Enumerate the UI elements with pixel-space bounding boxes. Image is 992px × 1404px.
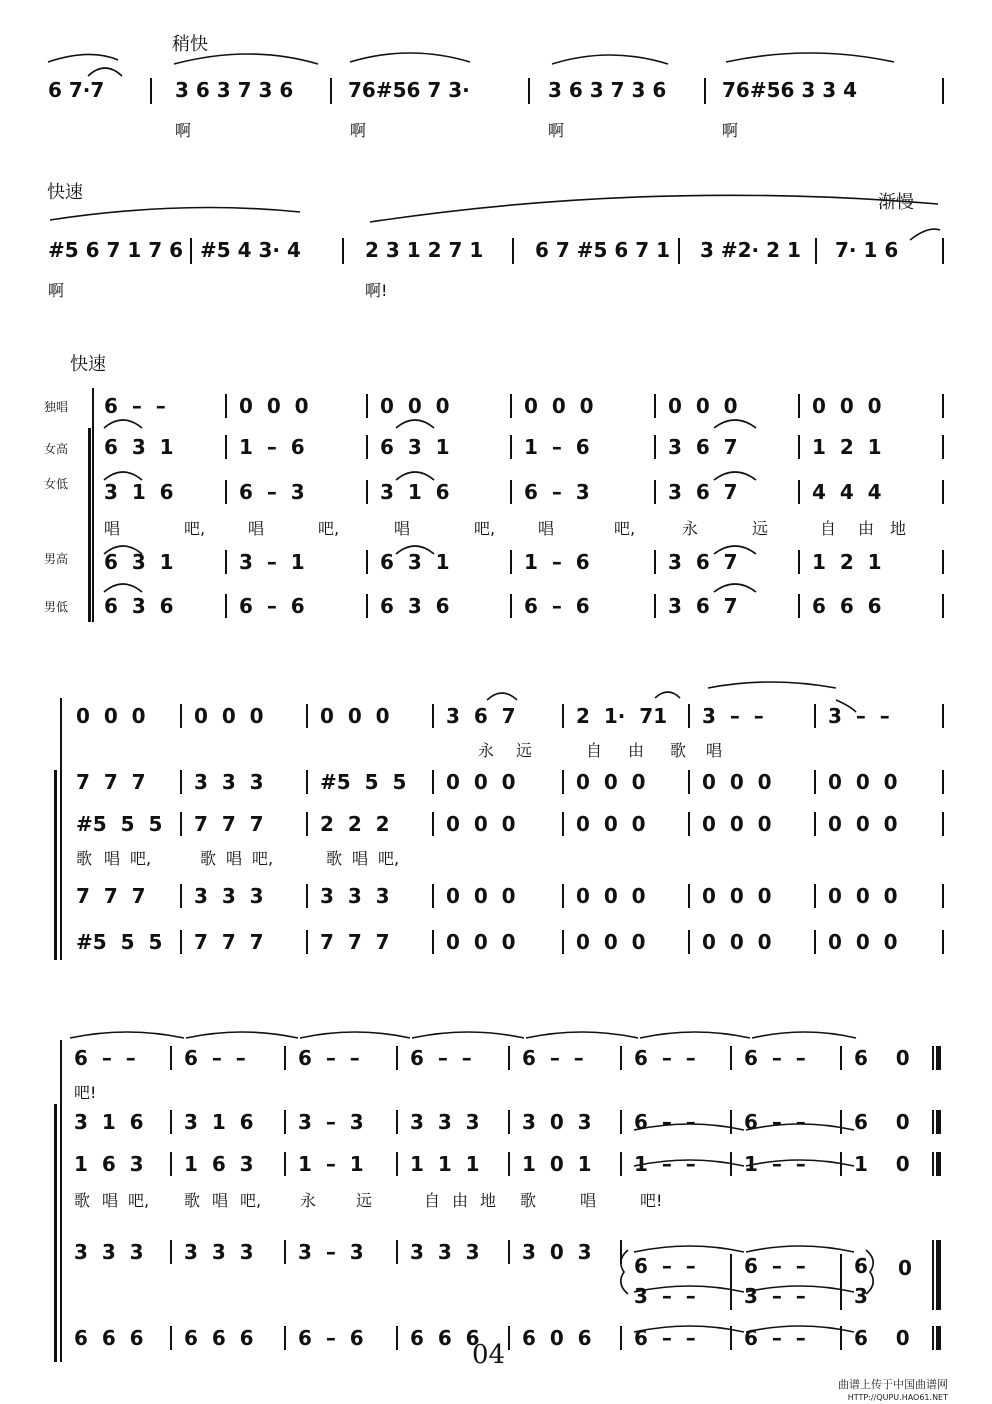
system5-soprano-measure: 6 – – bbox=[634, 1110, 696, 1134]
system3-soprano-measure: 1 2 1 bbox=[812, 435, 882, 459]
system4-soprano-measure: 0 0 0 bbox=[446, 770, 516, 794]
measure: 3 6 3 7 3 6 bbox=[175, 78, 294, 102]
system3-alto-measure: 4 4 4 bbox=[812, 480, 882, 504]
tempo-marking-kuai-su: 快速 bbox=[47, 182, 83, 203]
measure: 6 7·7 bbox=[48, 78, 105, 102]
system3-tenor-measure: 1 2 1 bbox=[812, 550, 882, 574]
lyric: 歌 bbox=[326, 849, 343, 868]
system5-soprano-measure: 6 – – bbox=[744, 1110, 806, 1134]
system4-alto-measure: #5 5 5 bbox=[76, 812, 163, 836]
system4-tenor-measure: 0 0 0 bbox=[828, 884, 898, 908]
system3-solo-measure: 0 0 0 bbox=[524, 394, 594, 418]
system3-bass-measure: 6 3 6 bbox=[104, 594, 174, 618]
lyric: 啊! bbox=[365, 281, 388, 300]
system3-solo-measure: 0 0 0 bbox=[812, 394, 882, 418]
system4-solo-measure: 3 – – bbox=[828, 704, 890, 728]
system3-bass-measure: 6 – 6 bbox=[524, 594, 590, 618]
system5-alto-measure: 1 0 1 bbox=[522, 1152, 592, 1176]
system3-bass-measure: 6 3 6 bbox=[380, 594, 450, 618]
system5-tenor-lower-measure: 3 – – bbox=[634, 1284, 696, 1308]
lyric: 唱 bbox=[102, 1191, 119, 1210]
lyric: 歌 bbox=[520, 1191, 537, 1210]
system3-alto-measure: 3 1 6 bbox=[104, 480, 174, 504]
lyric: 吧! bbox=[640, 1191, 663, 1210]
system5-bass-measure: 6 – 6 bbox=[298, 1326, 364, 1350]
system5-bass-measure: 6 0 6 bbox=[522, 1326, 592, 1350]
system4-alto-measure: 0 0 0 bbox=[446, 812, 516, 836]
lyric: 歌 bbox=[76, 849, 93, 868]
system5-bass-measure: 6 6 6 bbox=[74, 1326, 144, 1350]
lyric: 吧, bbox=[130, 849, 152, 868]
system3-tenor-measure: 3 6 7 bbox=[668, 550, 738, 574]
measure: #5 6 7 1 7 6 bbox=[48, 238, 184, 262]
system4-soprano-measure: 7 7 7 bbox=[76, 770, 146, 794]
system5-tenor-measure: 3 3 3 bbox=[74, 1240, 144, 1264]
system4-bass-measure: 0 0 0 bbox=[576, 930, 646, 954]
system4-tenor-measure: 3 3 3 bbox=[320, 884, 390, 908]
lyric: 唱 bbox=[212, 1191, 229, 1210]
system3-tenor-measure: 6 3 1 bbox=[104, 550, 174, 574]
system3-tenor-measure: 6 3 1 bbox=[380, 550, 450, 574]
system4-soprano-measure: #5 5 5 bbox=[320, 770, 407, 794]
system4-alto-measure: 7 7 7 bbox=[194, 812, 264, 836]
lyric: 由 bbox=[452, 1191, 469, 1210]
system4-tenor-measure: 3 3 3 bbox=[194, 884, 264, 908]
lyric: 永 bbox=[300, 1191, 317, 1210]
system4-alto-measure: 0 0 0 bbox=[702, 812, 772, 836]
lyric: 吧, bbox=[240, 1191, 262, 1210]
footer-watermark bbox=[838, 1378, 948, 1404]
lyric: 唱 bbox=[104, 519, 121, 538]
part-label-alto: 女低 bbox=[44, 477, 69, 491]
measure: 3 6 3 7 3 6 bbox=[548, 78, 667, 102]
system5-solo-measure: 6 – – bbox=[634, 1046, 696, 1070]
lyric: 吧, bbox=[252, 849, 274, 868]
lyric: 永 bbox=[682, 519, 699, 538]
system4-solo-measure: 3 – – bbox=[702, 704, 764, 728]
system3-alto-measure: 3 1 6 bbox=[380, 480, 450, 504]
system5-alto-measure: 1 – 1 bbox=[298, 1152, 364, 1176]
lyric: 歌 bbox=[184, 1191, 201, 1210]
system3-solo-measure: 0 0 0 bbox=[239, 394, 309, 418]
system5-tenor-measure: 3 – 3 bbox=[298, 1240, 364, 1264]
system5-tenor-measure: 6 – – bbox=[634, 1254, 696, 1278]
system5-solo-measure: 6 – – bbox=[522, 1046, 584, 1070]
system3-solo-measure: 6 – – bbox=[104, 394, 166, 418]
lyric: 吧, bbox=[378, 849, 400, 868]
lyric: 吧! bbox=[74, 1083, 97, 1102]
system5-tenor-measure: 6 – – bbox=[744, 1254, 806, 1278]
system5-alto-measure: 1 0 bbox=[854, 1152, 910, 1176]
lyric: 歌 bbox=[200, 849, 217, 868]
lyric: 自 bbox=[586, 741, 603, 760]
system4-alto-measure: 0 0 0 bbox=[576, 812, 646, 836]
system4-soprano-measure: 3 3 3 bbox=[194, 770, 264, 794]
system4-tenor-measure: 0 0 0 bbox=[702, 884, 772, 908]
system3-soprano-measure: 3 6 7 bbox=[668, 435, 738, 459]
measure: 76#56 3 3 4 bbox=[722, 78, 858, 102]
system5-alto-measure: 1 – – bbox=[744, 1152, 806, 1176]
part-label-tenor: 男高 bbox=[44, 552, 69, 566]
system5-tenor-lower-measure: 3 – – bbox=[744, 1284, 806, 1308]
system4-alto-measure: 2 2 2 bbox=[320, 812, 390, 836]
system4-bass-measure: 0 0 0 bbox=[702, 930, 772, 954]
system4-tenor-measure: 7 7 7 bbox=[76, 884, 146, 908]
lyric: 唱 bbox=[352, 849, 369, 868]
lyric: 远 bbox=[356, 1191, 373, 1210]
system4-soprano-measure: 0 0 0 bbox=[828, 770, 898, 794]
system5-soprano-measure: 3 0 3 bbox=[522, 1110, 592, 1134]
system5-bass-measure: 6 – – bbox=[744, 1326, 806, 1350]
system3-bass-measure: 3 6 7 bbox=[668, 594, 738, 618]
measure: 6 7 #5 6 7 1 bbox=[535, 238, 671, 262]
lyric: 啊 bbox=[175, 121, 192, 140]
lyric: 由 bbox=[628, 741, 645, 760]
lyric: 唱 bbox=[394, 519, 411, 538]
system5-solo-measure: 6 – – bbox=[744, 1046, 806, 1070]
system5-soprano-measure: 3 – 3 bbox=[298, 1110, 364, 1134]
lyric: 啊 bbox=[722, 121, 739, 140]
measure: 7· 1 6 bbox=[835, 238, 899, 262]
lyric: 远 bbox=[752, 519, 769, 538]
lyric: 歌 bbox=[670, 741, 687, 760]
system5-alto-measure: 1 6 3 bbox=[184, 1152, 254, 1176]
measure: 2 3 1 2 7 1 bbox=[365, 238, 484, 262]
lyric: 啊 bbox=[350, 121, 367, 140]
system3-solo-measure: 0 0 0 bbox=[668, 394, 738, 418]
lyric: 远 bbox=[516, 741, 533, 760]
part-label-bass: 男低 bbox=[44, 600, 69, 614]
system3-alto-measure: 3 6 7 bbox=[668, 480, 738, 504]
system4-tenor-measure: 0 0 0 bbox=[576, 884, 646, 908]
system5-solo-measure: 6 – – bbox=[74, 1046, 136, 1070]
system3-bass-measure: 6 – 6 bbox=[239, 594, 305, 618]
system5-solo-measure: 6 0 bbox=[854, 1046, 910, 1070]
system3-alto-measure: 6 – 3 bbox=[524, 480, 590, 504]
lyric: 由 bbox=[858, 519, 875, 538]
system3-soprano-measure: 1 – 6 bbox=[524, 435, 590, 459]
lyric: 自 bbox=[424, 1191, 441, 1210]
system5-tenor-measure: 3 3 3 bbox=[184, 1240, 254, 1264]
footer-line-1: 曲谱上传于中国曲谱网 bbox=[838, 1378, 948, 1391]
system5-tenor-end: 0 bbox=[898, 1256, 912, 1280]
lyric: 啊 bbox=[48, 281, 65, 300]
lyric: 唱 bbox=[580, 1191, 597, 1210]
system5-solo-measure: 6 – – bbox=[298, 1046, 360, 1070]
system5-soprano-measure: 6 0 bbox=[854, 1110, 910, 1134]
system5-tenor-measure: 6 bbox=[854, 1254, 868, 1278]
system5-alto-measure: 1 1 1 bbox=[410, 1152, 480, 1176]
system4-bass-measure: 7 7 7 bbox=[320, 930, 390, 954]
system5-bass-measure: 6 – – bbox=[634, 1326, 696, 1350]
system3-solo-measure: 0 0 0 bbox=[380, 394, 450, 418]
system5-soprano-measure: 3 1 6 bbox=[74, 1110, 144, 1134]
system3-soprano-measure: 6 3 1 bbox=[380, 435, 450, 459]
tempo-marking-jian-man: 渐慢 bbox=[878, 192, 914, 213]
part-label-solo: 独唱 bbox=[44, 400, 69, 414]
lyric: 唱 bbox=[538, 519, 555, 538]
system5-soprano-measure: 3 1 6 bbox=[184, 1110, 254, 1134]
system5-soprano-measure: 3 3 3 bbox=[410, 1110, 480, 1134]
system4-solo-measure: 2 1· 71 bbox=[576, 704, 668, 728]
system3-bass-measure: 6 6 6 bbox=[812, 594, 882, 618]
tempo-marking-kuai-su-2: 快速 bbox=[70, 354, 106, 375]
system4-solo-measure: 0 0 0 bbox=[194, 704, 264, 728]
system5-bass-measure: 6 0 bbox=[854, 1326, 910, 1350]
system4-soprano-measure: 0 0 0 bbox=[702, 770, 772, 794]
system5-alto-measure: 1 – – bbox=[634, 1152, 696, 1176]
system4-bass-measure: #5 5 5 bbox=[76, 930, 163, 954]
lyric: 唱 bbox=[248, 519, 265, 538]
system4-bass-measure: 0 0 0 bbox=[828, 930, 898, 954]
lyric: 吧, bbox=[614, 519, 636, 538]
system3-soprano-measure: 6 3 1 bbox=[104, 435, 174, 459]
system5-solo-measure: 6 – – bbox=[410, 1046, 472, 1070]
lyric: 啊 bbox=[548, 121, 565, 140]
lyric: 自 bbox=[820, 519, 837, 538]
footer-line-2: HTTP://QUPU.HAO61.NET bbox=[847, 1393, 948, 1402]
system4-tenor-measure: 0 0 0 bbox=[446, 884, 516, 908]
lyric: 地 bbox=[480, 1191, 497, 1210]
system4-solo-measure: 0 0 0 bbox=[76, 704, 146, 728]
lyric: 永 bbox=[478, 741, 495, 760]
lyric: 吧, bbox=[128, 1191, 150, 1210]
page-number: 04 bbox=[472, 1340, 506, 1370]
system5-solo-measure: 6 – – bbox=[184, 1046, 246, 1070]
lyric: 唱 bbox=[706, 741, 723, 760]
system3-tenor-measure: 3 – 1 bbox=[239, 550, 305, 574]
lyric: 吧, bbox=[184, 519, 206, 538]
tempo-marking-shao-kuai: 稍快 bbox=[172, 34, 208, 55]
system5-tenor-measure: 3 3 3 bbox=[410, 1240, 480, 1264]
lyric: 吧, bbox=[474, 519, 496, 538]
lyric: 唱 bbox=[104, 849, 121, 868]
system3-alto-measure: 6 – 3 bbox=[239, 480, 305, 504]
system5-tenor-measure: 3 0 3 bbox=[522, 1240, 592, 1264]
system4-bass-measure: 0 0 0 bbox=[446, 930, 516, 954]
system4-soprano-measure: 0 0 0 bbox=[576, 770, 646, 794]
lyric: 吧, bbox=[318, 519, 340, 538]
system3-tenor-measure: 1 – 6 bbox=[524, 550, 590, 574]
system4-solo-measure: 0 0 0 bbox=[320, 704, 390, 728]
system4-solo-measure: 3 6 7 bbox=[446, 704, 516, 728]
measure: 76#56 7 3· bbox=[348, 78, 470, 102]
lyric: 唱 bbox=[226, 849, 243, 868]
system5-tenor-lower-measure: 3 bbox=[854, 1284, 868, 1308]
system3-soprano-measure: 1 – 6 bbox=[239, 435, 305, 459]
measure: 3 #2· 2 1 bbox=[700, 238, 801, 262]
system4-alto-measure: 0 0 0 bbox=[828, 812, 898, 836]
system5-bass-measure: 6 6 6 bbox=[184, 1326, 254, 1350]
lyric: 地 bbox=[890, 519, 907, 538]
measure: #5 4 3· 4 bbox=[200, 238, 301, 262]
system4-bass-measure: 7 7 7 bbox=[194, 930, 264, 954]
part-label-soprano: 女高 bbox=[44, 442, 69, 456]
system5-bass-measure: 6 6 6 bbox=[410, 1326, 480, 1350]
lyric: 歌 bbox=[74, 1191, 91, 1210]
system5-alto-measure: 1 6 3 bbox=[74, 1152, 144, 1176]
